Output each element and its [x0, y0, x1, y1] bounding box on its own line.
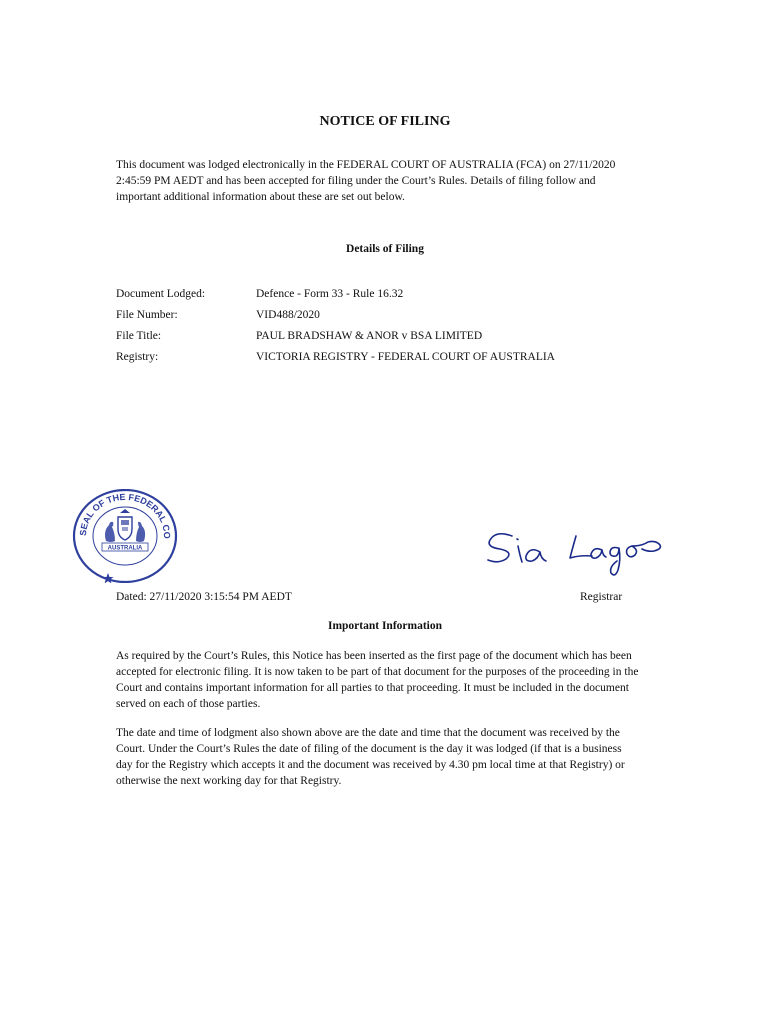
coat-of-arms-icon: [105, 509, 145, 542]
important-info-heading: Important Information: [327, 620, 443, 632]
dated-text: Dated: 27/11/2020 3:15:54 PM AEDT: [116, 591, 292, 603]
info-paragraph: The date and time of lodgment also shown above are the date and time that the document was received by the Court. Under the Court’s Rules the date of filing of the document is the day it was lodged (if that is a business day for the Registry which accepts it and the document was received by 4.30 pm local time at that Registry) or otherwise the next working day for that Registry.: [116, 727, 625, 787]
details-row-file-number: [116, 305, 676, 326]
court-seal-stamp: [72, 489, 178, 583]
seal-band-text: AUSTRALIA: [107, 545, 143, 552]
details-table: [116, 284, 676, 367]
details-row-document: [116, 284, 676, 305]
notice-title: NOTICE OF FILING: [319, 114, 451, 129]
details-value: Defence - Form 33 - Rule 16.32: [256, 288, 404, 301]
details-row-file-title: [116, 326, 676, 347]
details-heading: Details of Filing: [346, 243, 424, 255]
details-label: Registry:: [116, 350, 159, 363]
registrar-label: Registrar: [580, 591, 623, 603]
registrar-signature: [484, 524, 674, 584]
details-row-registry: [116, 346, 676, 367]
details-value: VICTORIA REGISTRY - FEDERAL COURT OF AUSTRALIA: [256, 350, 555, 363]
details-label: File Number:: [116, 309, 178, 322]
details-value: VID488/2020: [256, 309, 320, 322]
details-value: PAUL BRADSHAW & ANOR v BSA LIMITED: [256, 329, 483, 342]
seal-ring-text: SEAL OF THE FEDERAL CO: [77, 491, 173, 539]
details-label: File Title:: [116, 329, 162, 342]
info-paragraph: As required by the Court’s Rules, this Notice has been inserted as the first page of the document which has been accepted for electronic filing. It is now taken to be part of that document for the purposes of the proceeding in the Court and contains important information for all parties to that proceeding. It must be included in the document served on each of those parties.: [116, 650, 639, 710]
details-label: Document Lodged:: [116, 288, 206, 301]
intro-paragraph: This document was lodged electronically in the FEDERAL COURT OF AUSTRALIA (FCA) on 27/11/2020 2:45:59 PM AEDT and has been accepted for filing under the Court’s Rules. Details of filing follow and important additional information about these are set out below.: [116, 159, 616, 203]
